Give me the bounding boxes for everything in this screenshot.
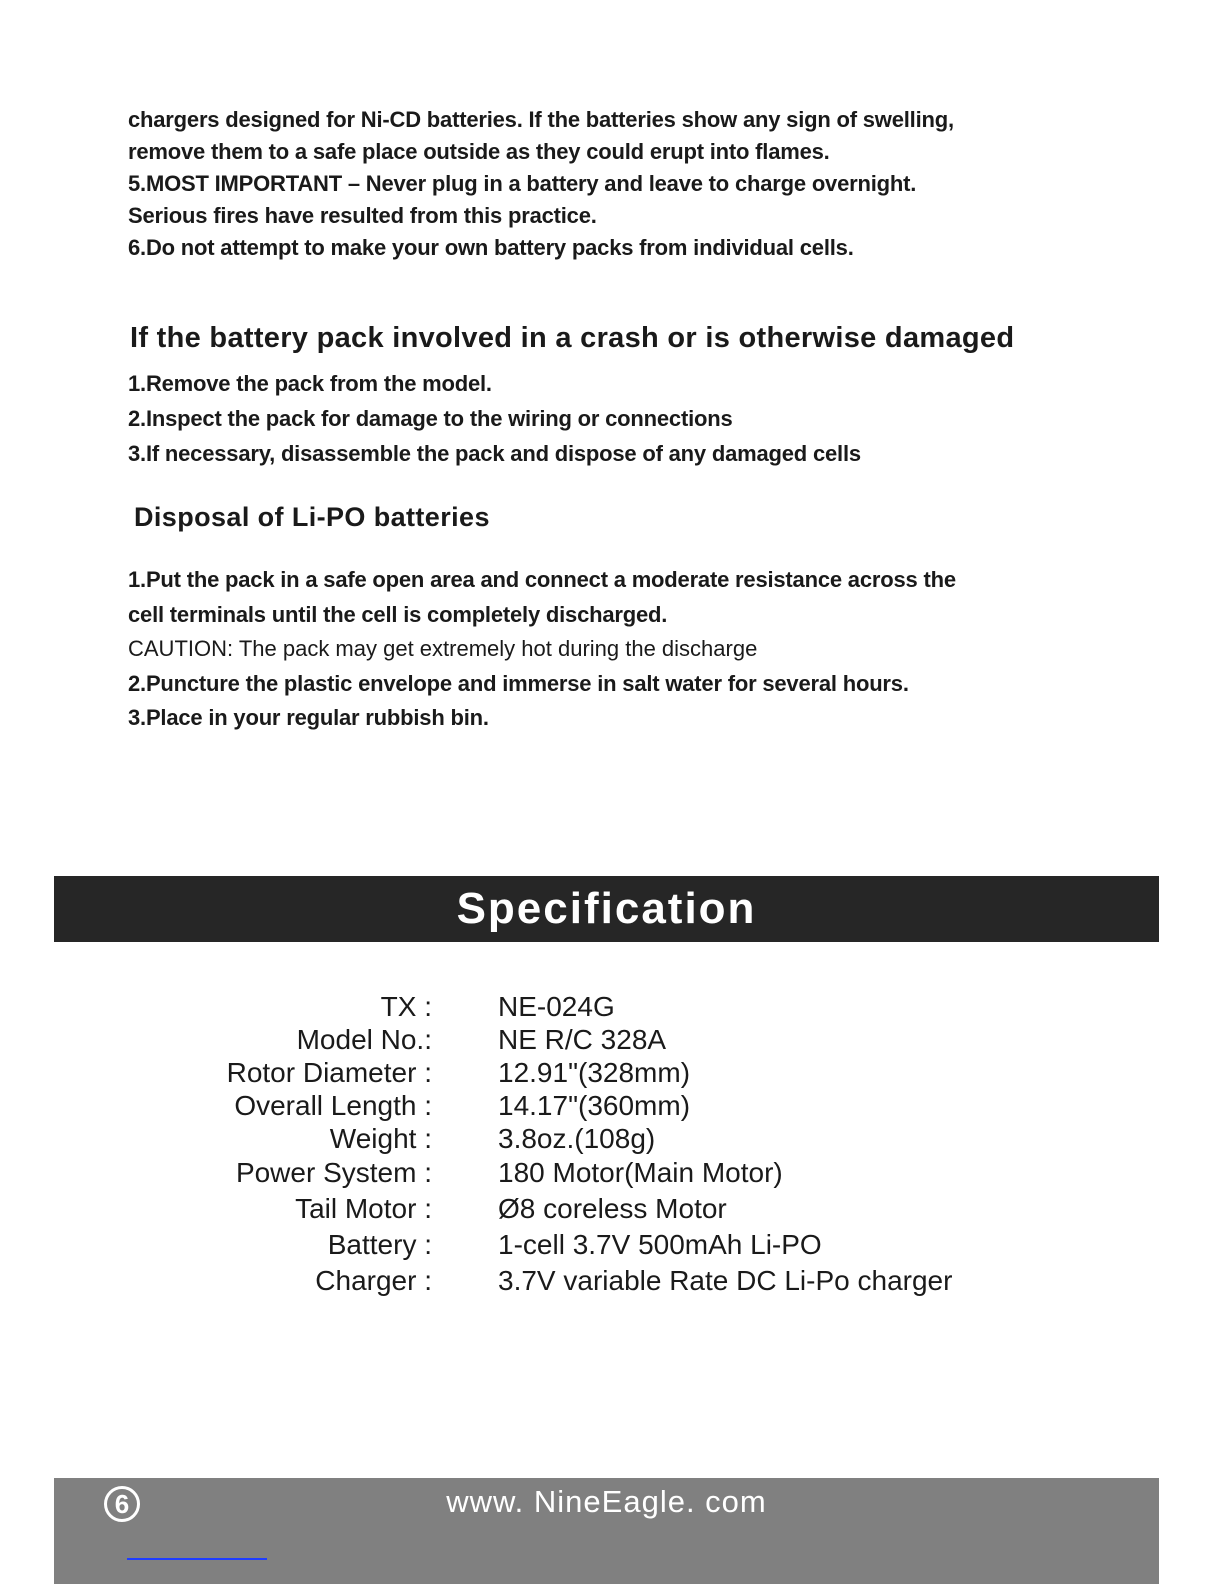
specification-title: Specification	[456, 884, 757, 933]
spec-label: Charger :	[315, 1265, 432, 1296]
intro-text	[128, 104, 1088, 264]
disposal-section-heading: Disposal of Li-PO batteries	[134, 502, 490, 532]
spec-row-model-no	[140, 1023, 952, 1056]
list-item: cell terminals until the cell is completely discharged.	[128, 601, 668, 627]
spec-label: Power System :	[235, 1157, 432, 1188]
spec-value: 3.8oz.(108g)	[498, 1122, 656, 1154]
crash-section-heading: If the battery pack involved in a crash or is otherwise damaged	[130, 322, 1015, 354]
page-number-badge: 6	[104, 1486, 140, 1522]
spec-value: 14.17"(360mm)	[498, 1089, 691, 1121]
spec-label: Model No.:	[296, 1023, 432, 1055]
spec-value: 3.7V variable Rate DC Li-Po charger	[498, 1265, 953, 1296]
intro-line: Serious fires have resulted from this practice.	[128, 203, 597, 228]
intro-line: 6.Do not attempt to make your own battery packs from individual cells.	[128, 235, 854, 260]
caution-note: CAUTION: The pack may get extremely hot during the discharge	[128, 636, 758, 661]
spec-value: Ø8 coreless Motor	[498, 1193, 727, 1224]
disposal-steps-list	[128, 563, 1088, 736]
specification-banner	[54, 876, 1159, 942]
list-item: 1.Put the pack in a safe open area and connect a moderate resistance across the	[128, 567, 956, 592]
spec-row-charger	[140, 1263, 952, 1299]
spec-row-weight	[140, 1122, 952, 1155]
spec-row-power-system	[140, 1155, 952, 1191]
list-item: 2.Puncture the plastic envelope and immerse in salt water for several hours.	[128, 670, 909, 696]
spec-row-rotor-diameter	[140, 1056, 952, 1089]
spec-value: NE-024G	[498, 990, 615, 1022]
list-item: 1.Remove the pack from the model.	[128, 371, 492, 396]
crash-steps-list	[128, 366, 1088, 471]
website-url[interactable]: www. NineEagle. com	[446, 1484, 767, 1519]
spec-label: Overall Length :	[234, 1089, 432, 1121]
intro-line: chargers designed for Ni-CD batteries. If the batteries show any sign of swelling,	[128, 107, 954, 132]
spec-label: Rotor Diameter :	[226, 1056, 432, 1088]
spec-row-battery	[140, 1227, 952, 1263]
list-item: 3.If necessary, disassemble the pack and dispose of any damaged cells	[128, 441, 861, 466]
specification-table	[140, 990, 952, 1299]
list-item: 2.Inspect the pack for damage to the wiring or connections	[128, 406, 733, 431]
page-footer	[54, 1478, 1159, 1584]
intro-line: remove them to a safe place outside as they could erupt into flames.	[128, 139, 830, 164]
spec-value: 1-cell 3.7V 500mAh Li-PO	[498, 1229, 822, 1260]
spec-label: Battery :	[327, 1229, 432, 1260]
spec-row-overall-length	[140, 1089, 952, 1122]
spec-label: TX :	[380, 990, 432, 1022]
spec-label: Weight :	[329, 1122, 432, 1154]
spec-row-tx	[140, 990, 952, 1023]
spec-value: 12.91"(328mm)	[498, 1056, 691, 1088]
list-item: 3.Place in your regular rubbish bin.	[128, 705, 489, 730]
intro-line: 5.MOST IMPORTANT – Never plug in a battery and leave to charge overnight.	[128, 171, 917, 196]
spec-value: NE R/C 328A	[498, 1023, 667, 1055]
spec-row-tail-motor	[140, 1191, 952, 1227]
spec-label: Tail Motor :	[295, 1193, 432, 1224]
hyperlink-underline	[127, 1558, 267, 1560]
spec-value: 180 Motor(Main Motor)	[498, 1157, 783, 1188]
